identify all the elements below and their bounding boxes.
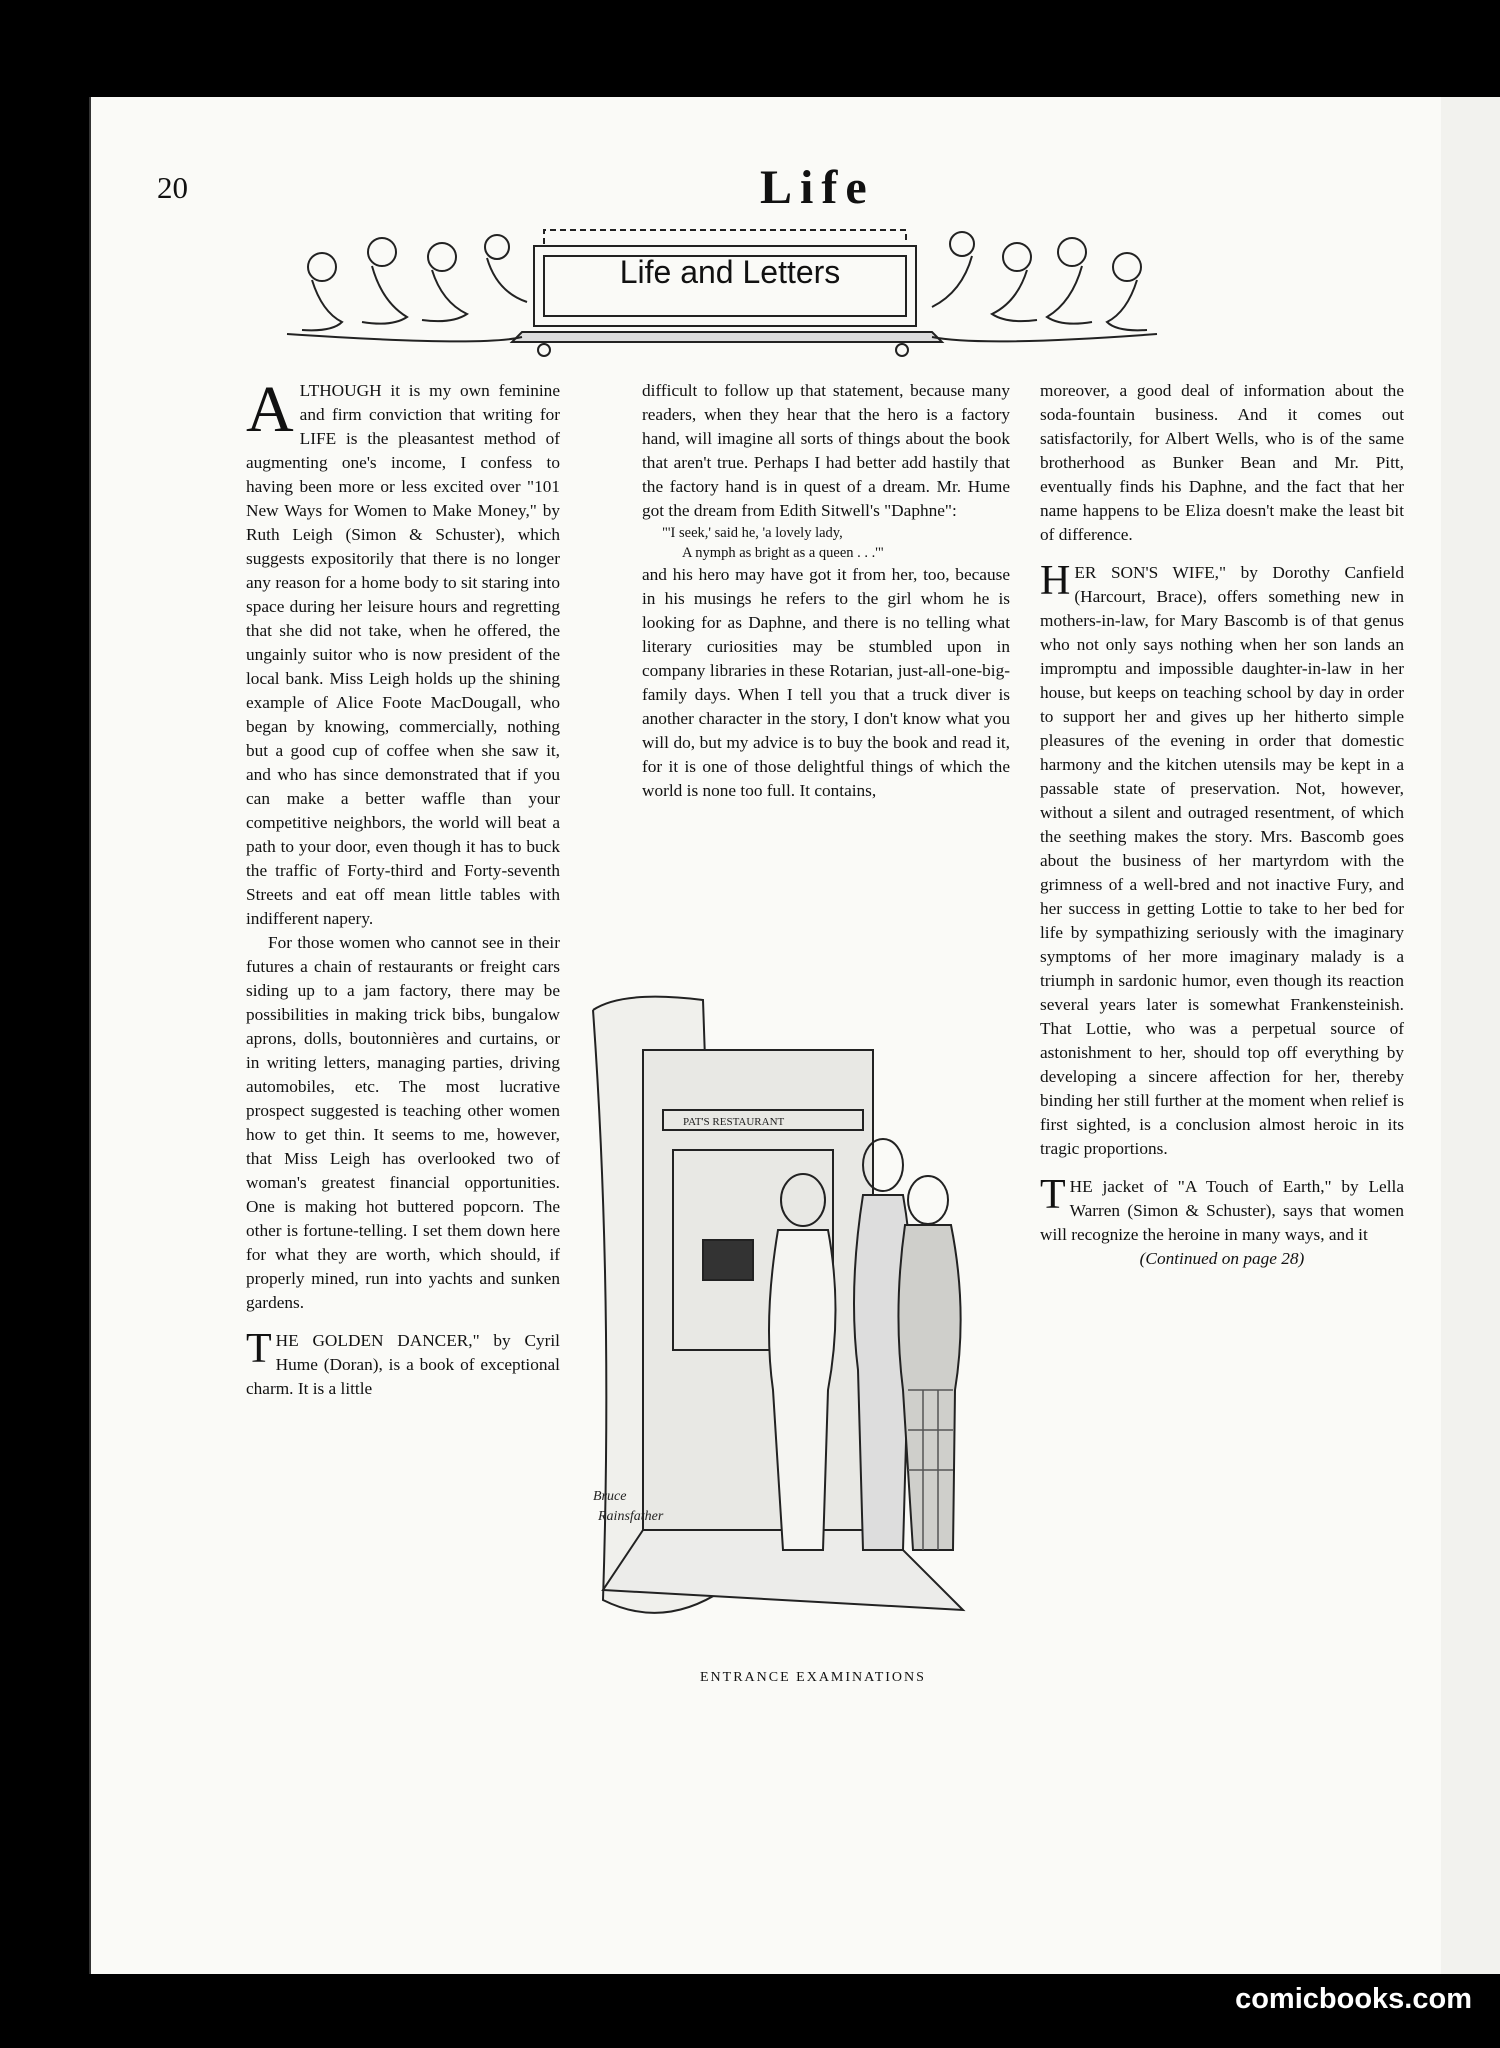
paragraph: ER SON'S WIFE," by Dorothy Canfield (Harcourt, Brace), offers something new in mothers-in-law, for Mary Bascomb is of that genus who not only says nothing when her son lands an impromptu and impossible daughter-in-law in her house, but keeps on teaching school by day in order to support her and gives up her hitherto simple pleasures of the evening in order that domestic harmony and the kitchen utensils may be kept in a passable state of preservation. Not, however, without a silent and outraged resentment, of which the seething makes the story. Mrs. Bascomb goes about the business of her martyrdom with the grimness of a well-bred and not inactive Fury, and her success in getting Lottie to take to her bed for life by sympathizing seriously with the imaginary symptoms of her more imaginary malady is a triumph in sardonic humor, even though its reaction several years later is somewhat Frankensteinish. That Lottie, who was a perpetual source of astonishment to her, should top off everything by developing a sincere affection for her, thereby binding her still further at the moment when relief is first sighted, is a conclusion almost heroic in its tragic proportions.	[1040, 563, 1404, 1158]
poem-line: "'I seek,' said he, 'a lovely lady,	[662, 525, 843, 541]
figure-man-right	[898, 1176, 960, 1550]
page-number: 20	[157, 170, 188, 205]
section-title: Life and Letters	[619, 254, 841, 290]
paragraph: LTHOUGH it is my own feminine and firm conviction that writing for LIFE is the pleasantest method of augmenting one's income, I confess to having been more or less excited over "101 New Ways for Women to Make Money," by Ruth Leigh (Simon & Schuster), which suggests expositorily that there is no longer any reason for a home body to sit staring into space during her leisure hours and regretting that she did not take, when he offered, the ungainly suitor who is now president of the local bank. Miss Leigh holds up the shining example of Alice Foote MacDougall, who began by knowing, commercially, nothing but a good cup of coffee when she saw it, and who has since demonstrated that if you can make a better waffle than your competitive neighbors, the world will beat a path to your door, even though it has to buck the traffic of Forty-third and Forty-seventh Streets and eat off mean little tables with indifferent napery.	[246, 381, 560, 928]
cherub-left-group	[302, 235, 527, 330]
adjacent-page-edge	[1441, 97, 1500, 1974]
continued-note: (Continued on page 28)	[1139, 1249, 1305, 1268]
drop-cap: T	[246, 1326, 272, 1372]
paragraph: For those women who cannot see in their futures a chain of restaurants or freight cars siding up to a jam factory, there may be possibilities in making trick bibs, bungalow aprons, dolls, boutonnières and curtains, or in writing letters, managing parties, driving automobiles, etc. The most lucrative prospect suggested is teaching other women how to get thin. It seems to me, however, that Miss Leigh has overlooked two of woman's greatest financial opportunities. One is making hot buttered popcorn. The other is fortune-telling. I set them down here for what they are worth, which should, if properly mined, run into yachts and sunken gardens.	[246, 933, 560, 1312]
paragraph: difficult to follow up that statement, because many readers, when they hear that the hero is a factory hand, will imagine all sorts of things about the book that aren't true. Perhaps I had better add hastily that the factory hand is in quest of a dream. Mr. Hume got the dream from Edith Sitwell's "Daphne":	[642, 381, 1010, 520]
artist-signature: Rainsfather	[598, 1509, 664, 1524]
column-1	[246, 373, 560, 1401]
paragraph: moreover, a good deal of information about the soda-fountain business. And it comes out satisfactorily, for Albert Wells, who is of the same brotherhood as Bunker Bean and Mr. Pitt, eventually finds his Daphne, and the fact that her name happens to be Eliza doesn't make the least bit of difference.	[1040, 381, 1404, 544]
cherub-right-group	[932, 232, 1147, 330]
illustration-entrance-examinations	[583, 990, 1083, 1640]
restaurant-sign: PAT'S RESTAURANT	[683, 1116, 785, 1128]
masthead: Life	[760, 161, 875, 214]
figure-man-left	[769, 1174, 836, 1550]
site-watermark: comicbooks.com	[1235, 1983, 1472, 2015]
paragraph: HE jacket of "A Touch of Earth," by Lella Warren (Simon & Schuster), says that women will recognize the heroine in many ways, and it	[1040, 1177, 1404, 1244]
drop-cap: T	[1040, 1172, 1066, 1218]
illustration-caption: ENTRANCE EXAMINATIONS	[700, 1670, 926, 1685]
paragraph: HE GOLDEN DANCER," by Cyril Hume (Doran), is a book of exceptional charm. It is a little	[246, 1331, 560, 1398]
paragraph: and his hero may have got it from her, too, because in his musings he refers to the girl whom he is looking for as Daphne, and there is no telling what literary curiosities may be stumbled upon in company libraries in these Rotarian, just-all-one-big-family days. When I tell you that a truck diver is another character in the story, I don't know what you will do, but my advice is to buy the book and read it, for it is one of those delightful things of which the world is none too full. It contains,	[642, 565, 1010, 800]
column-2	[642, 379, 1010, 803]
column-3	[1040, 379, 1404, 1271]
drop-cap: A	[246, 373, 294, 446]
artist-signature: Bruce	[593, 1489, 627, 1504]
poem-line: A nymph as bright as a queen . . .'"	[682, 545, 884, 561]
drop-cap: H	[1040, 558, 1071, 604]
